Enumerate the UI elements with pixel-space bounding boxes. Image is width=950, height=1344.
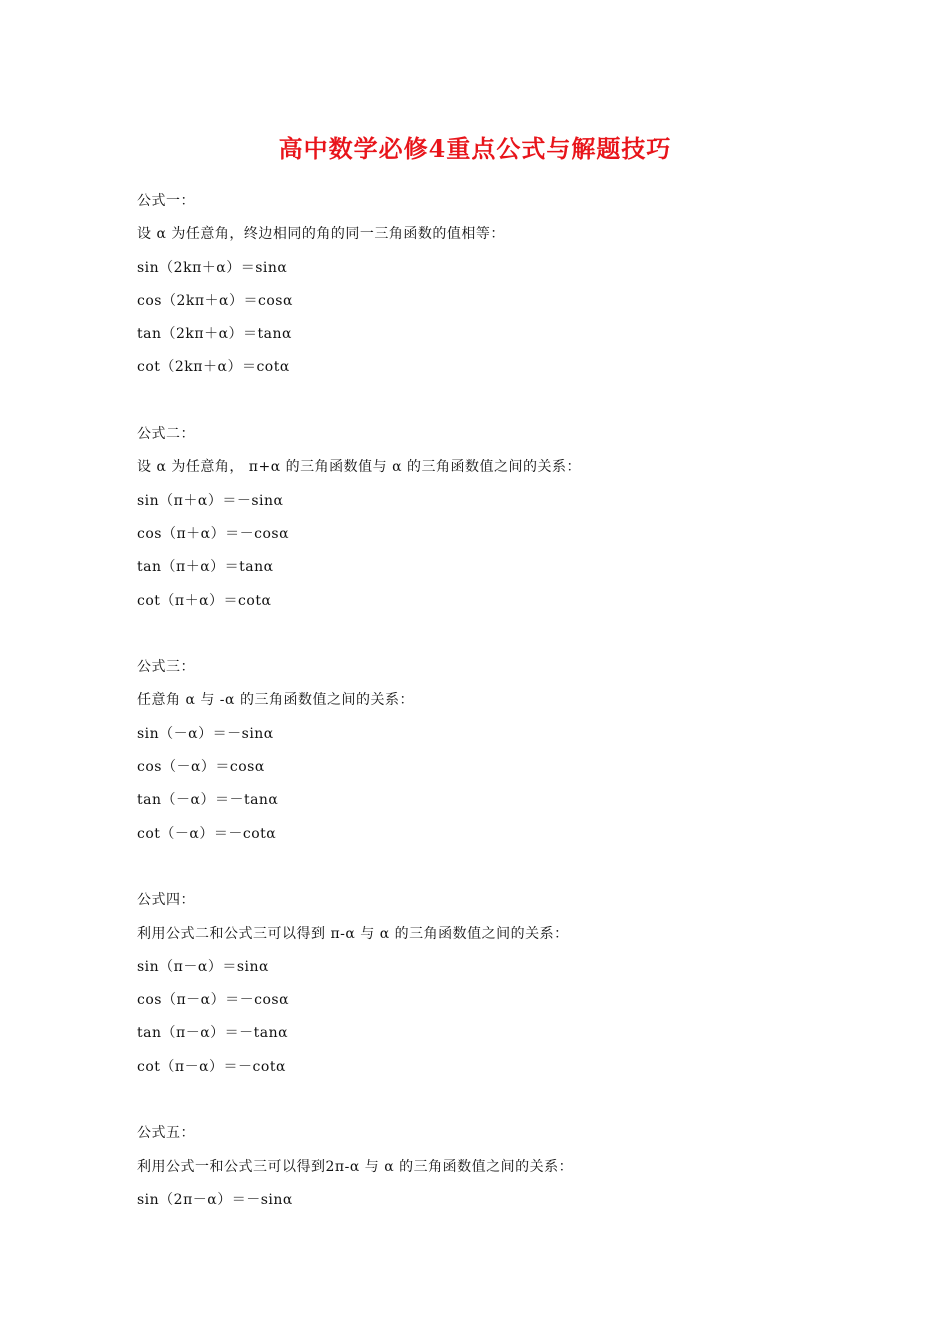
section-heading: 公式四： xyxy=(137,892,195,909)
formula-line: tan（－α）＝－tanα xyxy=(137,792,279,809)
formula-section-5 xyxy=(137,1117,837,1217)
section-heading: 公式二： xyxy=(137,426,195,443)
section-heading: 公式五： xyxy=(137,1125,195,1142)
section-heading: 公式一： xyxy=(137,193,195,209)
section-intro: 设 α 为任意角，终边相同的角的同一三角函数的值相等： xyxy=(137,226,505,243)
formula-line: cot（π＋α）＝cotα xyxy=(137,592,272,609)
section-intro: 利用公式二和公式三可以得到 π-α 与 α 的三角函数值之间的关系： xyxy=(137,925,569,942)
formula-line: cos（－α）＝cosα xyxy=(137,759,265,776)
formula-line: cot（2kπ＋α）＝cotα xyxy=(137,359,290,376)
formula-section-1 xyxy=(137,185,837,385)
formula-line: tan（π－α）＝－tanα xyxy=(137,1025,289,1042)
formula-line: tan（π＋α）＝tanα xyxy=(137,559,274,576)
formula-line: sin（π＋α）＝－sinα xyxy=(137,492,284,509)
document-body xyxy=(137,185,837,1251)
formula-line: sin（2π－α）＝－sinα xyxy=(137,1191,293,1208)
formula-line: sin（2kπ＋α）＝sinα xyxy=(137,259,288,276)
formula-line: cot（－α）＝－cotα xyxy=(137,825,277,842)
section-intro: 任意角 α 与 -α 的三角函数值之间的关系： xyxy=(137,692,414,709)
formula-line: cos（π－α）＝－cosα xyxy=(137,992,290,1009)
formula-line: cos（2kπ＋α）＝cosα xyxy=(137,292,293,309)
section-heading: 公式三： xyxy=(137,659,195,676)
formula-line: tan（2kπ＋α）＝tanα xyxy=(137,326,292,343)
section-intro: 利用公式一和公式三可以得到2π-α 与 α 的三角函数值之间的关系： xyxy=(137,1158,574,1175)
section-intro: 设 α 为任意角， π+α 的三角函数值与 α 的三角函数值之间的关系： xyxy=(137,459,581,476)
document-title: 高中数学必修4重点公式与解题技巧 xyxy=(278,134,672,163)
formula-line: cot（π－α）＝－cotα xyxy=(137,1058,286,1075)
formula-line: sin（－α）＝－sinα xyxy=(137,725,274,742)
formula-line: cos（π＋α）＝－cosα xyxy=(137,525,290,542)
formula-line: sin（π－α）＝sinα xyxy=(137,958,269,975)
formula-section-3 xyxy=(137,651,837,851)
formula-section-4 xyxy=(137,884,837,1084)
formula-section-2 xyxy=(137,418,837,618)
